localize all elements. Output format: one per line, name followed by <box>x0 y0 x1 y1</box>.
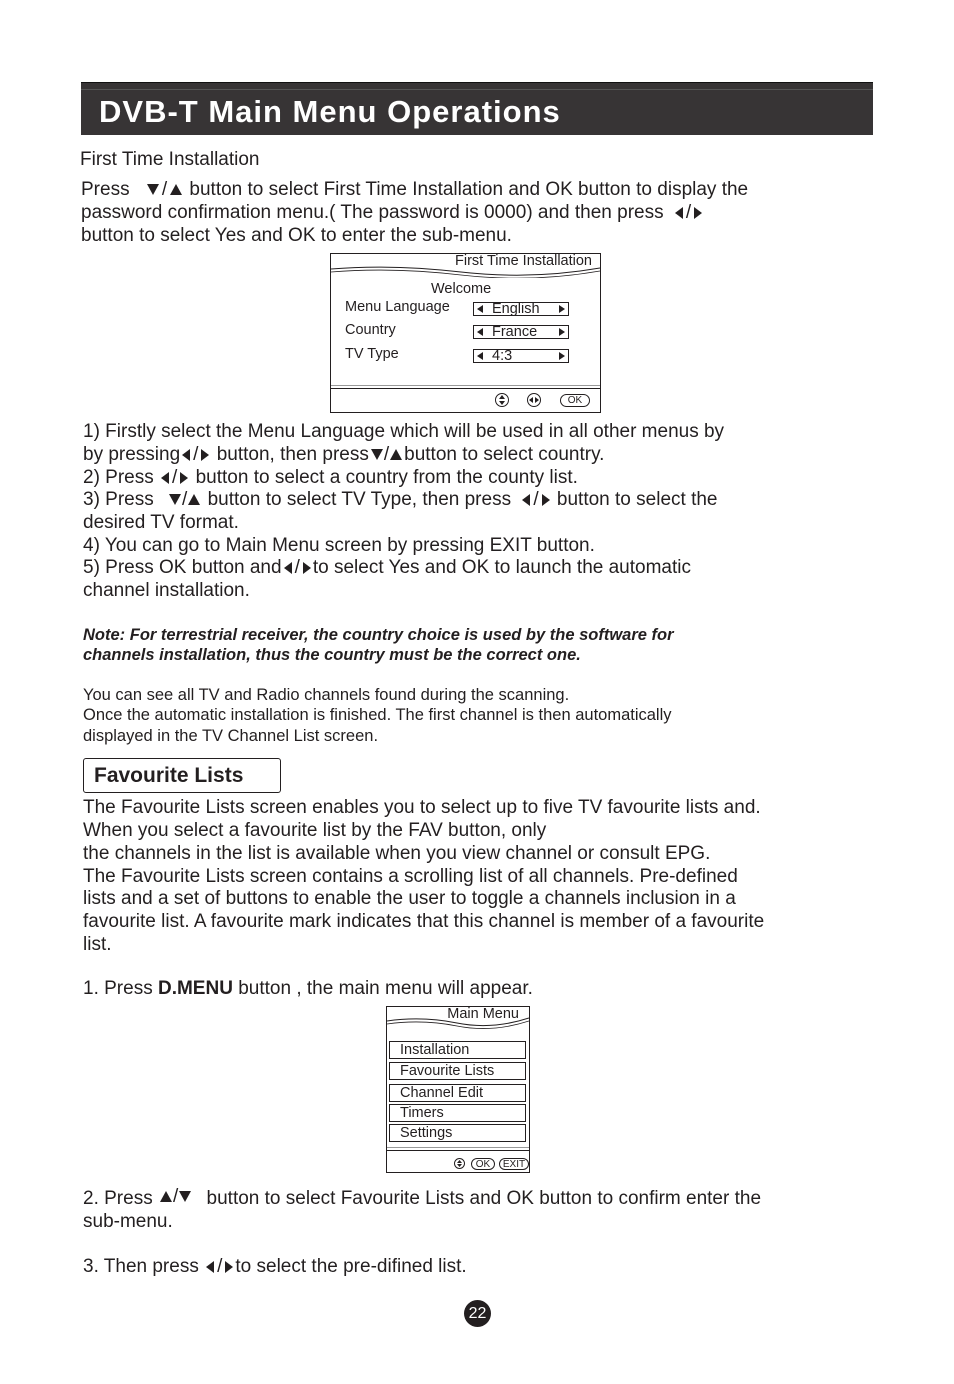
fav-paragraph-line: The Favourite Lists screen enables you to select up to five TV favourite lists and. <box>83 797 761 818</box>
step-text: by pressing <box>83 444 181 465</box>
menu-item-timers[interactable]: Timers <box>389 1104 526 1122</box>
info-line-3: displayed in the TV Channel List screen. <box>83 727 379 745</box>
intro-line-1 <box>81 178 748 201</box>
step-text: 5) Press OK button and <box>83 557 282 578</box>
step-text: button, then press <box>216 444 369 465</box>
fav-step-2 <box>83 1187 761 1210</box>
note-line-1: Note: For terrestrial receiver, the country choice is used by the software for <box>83 626 674 644</box>
left-arrow-icon <box>477 328 483 336</box>
step-3-line-2: desired TV format. <box>83 512 239 533</box>
fav-paragraph-line: favourite list. A favourite mark indicates that this channel is member of a favourite <box>83 911 765 932</box>
step-3 <box>83 488 717 511</box>
step-text: 2) Press <box>83 467 154 488</box>
tv-type-selector[interactable] <box>473 349 569 363</box>
menu-item-installation[interactable]: Installation <box>389 1041 526 1059</box>
footer-divider <box>387 1150 529 1151</box>
intro-text: button to select First Time Installation and OK button to display the <box>189 179 749 200</box>
fav-paragraph-line: lists and a set of buttons to enable the user to toggle a channels inclusion in a <box>83 888 736 909</box>
left-right-arrow-icon: / <box>284 556 311 579</box>
fav-paragraph-line: The Favourite Lists screen contains a scrolling list of all channels. Pre-defined <box>83 866 738 887</box>
left-right-arrow-icon: / <box>675 201 702 224</box>
intro-line-3: button to select Yes and OK to enter the sub-menu. <box>81 225 512 246</box>
menu-item-channel-edit[interactable]: Channel Edit <box>389 1084 526 1102</box>
down-up-arrow-icon: / <box>147 178 182 201</box>
left-arrow-icon <box>477 305 483 313</box>
intro-text: Press <box>81 179 130 200</box>
intro-text: password confirmation menu.( The password is 0000) and then press <box>81 202 664 223</box>
country-label: Country <box>345 322 396 338</box>
header-bar <box>81 82 873 135</box>
step-text: 1. Press <box>83 978 153 999</box>
welcome-label: Welcome <box>431 281 492 297</box>
down-up-arrow-icon: / <box>169 488 200 511</box>
page-title: DVB-T Main Menu Operations <box>99 94 561 129</box>
screen-title: First Time Installation <box>455 253 592 269</box>
menu-language-label: Menu Language <box>345 299 450 315</box>
right-arrow-icon <box>559 305 565 313</box>
first-time-installation-screen <box>330 253 601 413</box>
favourite-lists-heading-box <box>83 758 281 793</box>
tv-type-label: TV Type <box>345 346 399 362</box>
step-text: 3. Then press <box>83 1256 199 1277</box>
step-5 <box>83 556 691 579</box>
step-text: button , the main menu will appear. <box>238 978 533 999</box>
menu-item-favourite-lists[interactable]: Favourite Lists <box>389 1062 526 1080</box>
footer-divider <box>387 1147 529 1148</box>
country-value: France <box>492 324 538 340</box>
menu-item-settings[interactable]: Settings <box>389 1124 526 1142</box>
fav-step-2-line-2: sub-menu. <box>83 1211 173 1232</box>
step-4: 4) You can go to Main Menu screen by pressing EXIT button. <box>83 535 595 556</box>
footer-divider <box>331 388 600 389</box>
menu-language-value: English <box>492 301 540 317</box>
header-divider <box>81 89 873 90</box>
fav-paragraph-line: the channels in the list is available when you view channel or consult EPG. <box>83 843 711 864</box>
step-text: button to select TV Type, then press <box>207 489 512 510</box>
note-line-2: channels installation, thus the country must be the correct one. <box>83 646 581 664</box>
step-text: 2. Press <box>83 1188 153 1209</box>
left-right-arrow-icon: / <box>206 1255 233 1278</box>
step-text: to select the pre-difined list. <box>235 1256 467 1277</box>
up-down-arrow-icon: / <box>160 1185 191 1208</box>
up-down-nav-icon <box>454 1158 465 1169</box>
left-arrow-icon <box>477 352 483 360</box>
tv-type-value: 4:3 <box>492 348 513 364</box>
down-up-arrow-icon: / <box>371 443 402 466</box>
dmenu-key-label: D.MENU <box>157 978 233 999</box>
step-1-line-2 <box>83 443 604 466</box>
section-subheading: First Time Installation <box>80 149 260 170</box>
fav-step-3 <box>83 1255 467 1278</box>
left-right-arrow-icon: / <box>182 443 209 466</box>
info-line-2: Once the automatic installation is finished. The first channel is then automatically <box>83 706 672 724</box>
step-text: button to select a country from the county list. <box>195 467 578 488</box>
favourite-lists-heading: Favourite Lists <box>94 764 244 787</box>
left-right-arrow-icon: / <box>522 488 549 511</box>
footer-divider <box>331 385 600 386</box>
left-right-nav-icon <box>527 393 541 407</box>
ok-button-icon: OK <box>471 1158 495 1170</box>
left-right-arrow-icon: / <box>161 466 188 489</box>
info-line-1: You can see all TV and Radio channels found during the scanning. <box>83 686 570 704</box>
step-2 <box>83 466 578 489</box>
country-selector[interactable] <box>473 325 569 339</box>
right-arrow-icon <box>559 328 565 336</box>
menu-language-selector[interactable] <box>473 302 569 316</box>
page-number-badge: 22 <box>464 1300 491 1327</box>
fav-paragraph-line: When you select a favourite list by the FAV button, only <box>83 820 547 841</box>
step-text: button to select country. <box>404 444 605 465</box>
step-1-line-1: 1) Firstly select the Menu Language which will be used in all other menus by <box>83 421 725 442</box>
step-5-line-2: channel installation. <box>83 580 250 601</box>
main-menu-screen <box>386 1006 530 1173</box>
step-text: button to select the <box>556 489 718 510</box>
main-menu-title: Main Menu <box>447 1006 519 1022</box>
fav-paragraph-line: list. <box>83 934 112 955</box>
step-text: button to select Favourite Lists and OK button to confirm enter the <box>206 1188 762 1209</box>
exit-button-icon: EXIT <box>499 1158 529 1170</box>
right-arrow-icon <box>559 352 565 360</box>
intro-line-2 <box>81 201 704 224</box>
fav-step-1 <box>83 977 533 1000</box>
ok-button-icon: OK <box>560 394 590 407</box>
step-text: 3) Press <box>83 489 154 510</box>
up-down-nav-icon <box>495 393 509 407</box>
step-text: to select Yes and OK to launch the automatic <box>312 557 691 578</box>
